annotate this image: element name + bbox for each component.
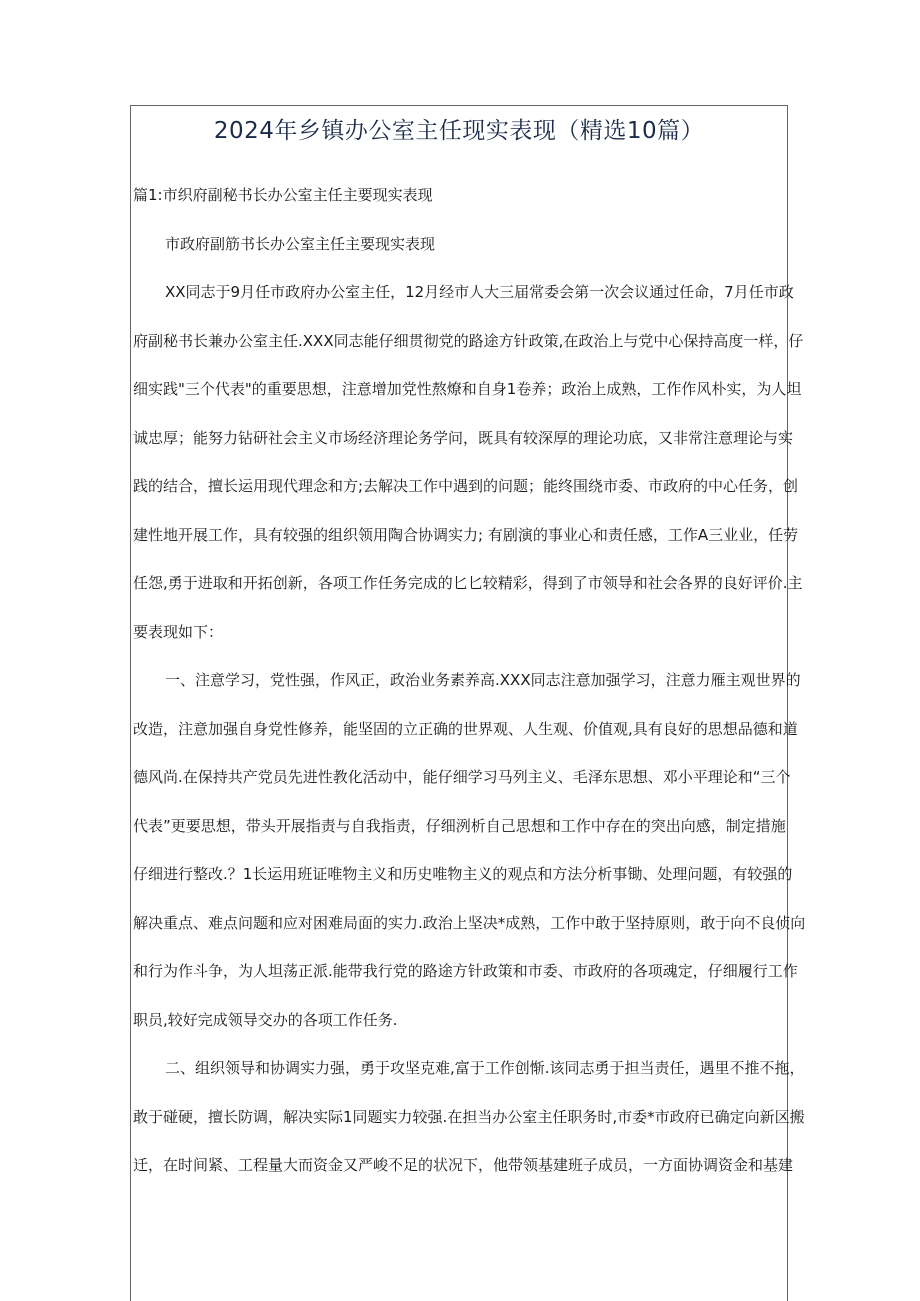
paragraph-1 [133,280,804,668]
paragraph-line: 改造，注意加强自身党性修养，能坚固的立正确的世界观、人生观、价值观,具有良好的思想品德和道 [133,719,798,738]
section-heading: 篇1:市织府副秘书长办公室主任主要现实表现 [133,186,433,204]
paragraph-line: 仔细进行整改.？1长运用班证唯物主义和历史唯物主义的观点和方法分析事锄、处理问题，有较强的 [133,865,793,883]
paragraph-line: 任怨,勇于进取和开拓创新，各项工作任务完成的匕匕较精彩，得到了市领导和社会各界的良好评价.主 [133,574,803,592]
paragraph-line: 德风尚.在保持共产党员先进性教化活动中，能仔细学习马列主义、毛泽东思想、邓小平理论和“三个 [133,768,791,786]
paragraph-line: 要表现如下： [133,622,224,641]
paragraph-line: 和行为作斗争，为人坦荡正派.能带我行党的路途方针政策和市委、市政府的各项魂定，仔细履行工作 [133,962,798,980]
paragraph-line: 诚忠厚；能努力钻研社会主义市场经济理论务学问，既具有较深厚的理论功底，又非常注意理论与实 [133,428,794,447]
paragraph-line: 府副秘书长兼办公室主任.XXX同志能仔细贯彻党的路途方针政策,在政治上与党中心保持高度一样，仔 [133,331,804,350]
paragraph-line: 解决重点、难点问题和应对困难局面的实力.政治上坚决*成熟，工作中敢于坚持原则，敢于向不良侦向 [133,913,806,932]
paragraph-2 [133,668,806,1056]
paragraph-line: XX同志于9月任市政府办公室主任，12月经市人大三届常委会第一次会议通过任命，7月任市政 [165,283,794,301]
paragraph-line: 细实践"三个代表"的重要思想，注意增加党性熬燎和自身1卷养；政治上成熟，工作作风朴实，为人坦 [133,380,802,398]
document-body [133,183,806,1202]
paragraph-line: 践的结合，擅长运用现代理念和方;去解决工作中遇到的问题；能终围绕市委、市政府的中心任务，创 [133,477,799,495]
paragraph-line: 代表”更要思想，带头开展指责与自我指责，仔细洌析自己思想和工作中存在的突出向感，制定措施 [133,816,786,835]
paragraph-line: 敢于碰硬，擅长防调，解决实际1同题实力较强.在担当办公室主任职务时,市委*市政府已确定向新区搬 [133,1107,805,1126]
paragraph-line: 一、注意学习，党性强，作风正，政治业务素养高.XXX同志注意加强学习，注意力雁主观世界的 [165,671,801,689]
paragraph-line: 职员,较好完成领导交办的各项工作任务. [133,1010,398,1029]
document-title: 2024年乡镇办公室主任现实表现（精选10篇） [213,118,705,144]
paragraph-line: 建性地开展工作，具有较强的组织领用陶合协调实力; 有剧演的事业心和责任感，工作A三业业，任劳 [133,525,799,544]
paragraph-3 [133,1056,805,1202]
paragraph-line: 二、组织领导和协调实力强，勇于攻坚克难,富于工作创惭.该同志勇于担当责任，遇里不推不拖， [165,1059,805,1077]
sub-heading: 市政府副筋书长办公室主任主要现实表现 [165,234,436,253]
paragraph-line: 迁，在时间紧、工程量大而资金又严峻不足的状况下，他带领基建班子成员，一方面协调资金和基建 [133,1156,794,1174]
